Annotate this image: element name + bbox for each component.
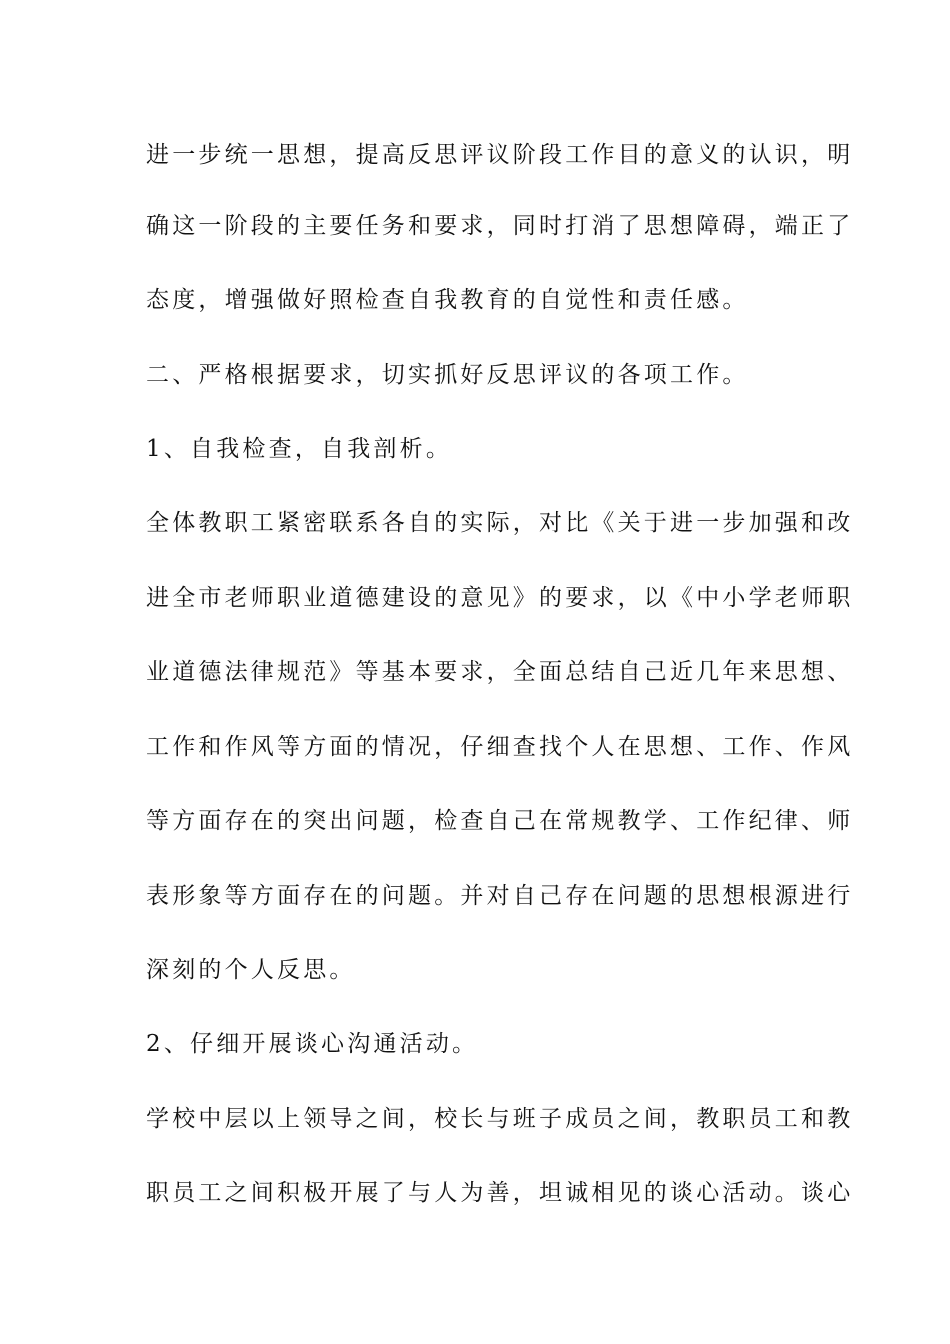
body-text-line: 进一步统一思想，提高反思评议阶段工作目的意义的认识，明 [146,142,854,168]
body-text-line: 等方面存在的突出问题，检查自己在常规教学、工作纪律、师 [146,808,854,834]
body-text-line: 全体教职工紧密联系各自的实际，对比《关于进一步加强和改 [146,510,854,536]
subsection-heading: 1、自我检查，自我剖析。 [146,436,453,462]
section-heading: 二、严格根据要求，切实抓好反思评议的各项工作。 [146,362,749,388]
body-text-line: 确这一阶段的主要任务和要求，同时打消了思想障碍，端正了 [146,213,854,239]
body-text-line: 学校中层以上领导之间，校长与班子成员之间，教职员工和教 [146,1106,854,1132]
body-text-line: 进全市老师职业道德建设的意见》的要求，以《中小学老师职 [146,585,854,611]
body-text-line: 职员工之间积极开展了与人为善，坦诚相见的谈心活动。谈心 [146,1180,854,1206]
subsection-heading: 2、仔细开展谈心沟通活动。 [146,1031,479,1057]
body-text-line: 深刻的个人反思。 [146,957,356,983]
body-text-line: 态度，增强做好照检查自我教育的自觉性和责任感。 [146,287,749,313]
body-text-line: 工作和作风等方面的情况，仔细查找个人在思想、工作、作风 [146,734,854,760]
body-text-line: 业道德法律规范》等基本要求，全面总结自己近几年来思想、 [146,659,854,685]
body-text-line: 表形象等方面存在的问题。并对自己存在问题的思想根源进行 [146,883,854,909]
